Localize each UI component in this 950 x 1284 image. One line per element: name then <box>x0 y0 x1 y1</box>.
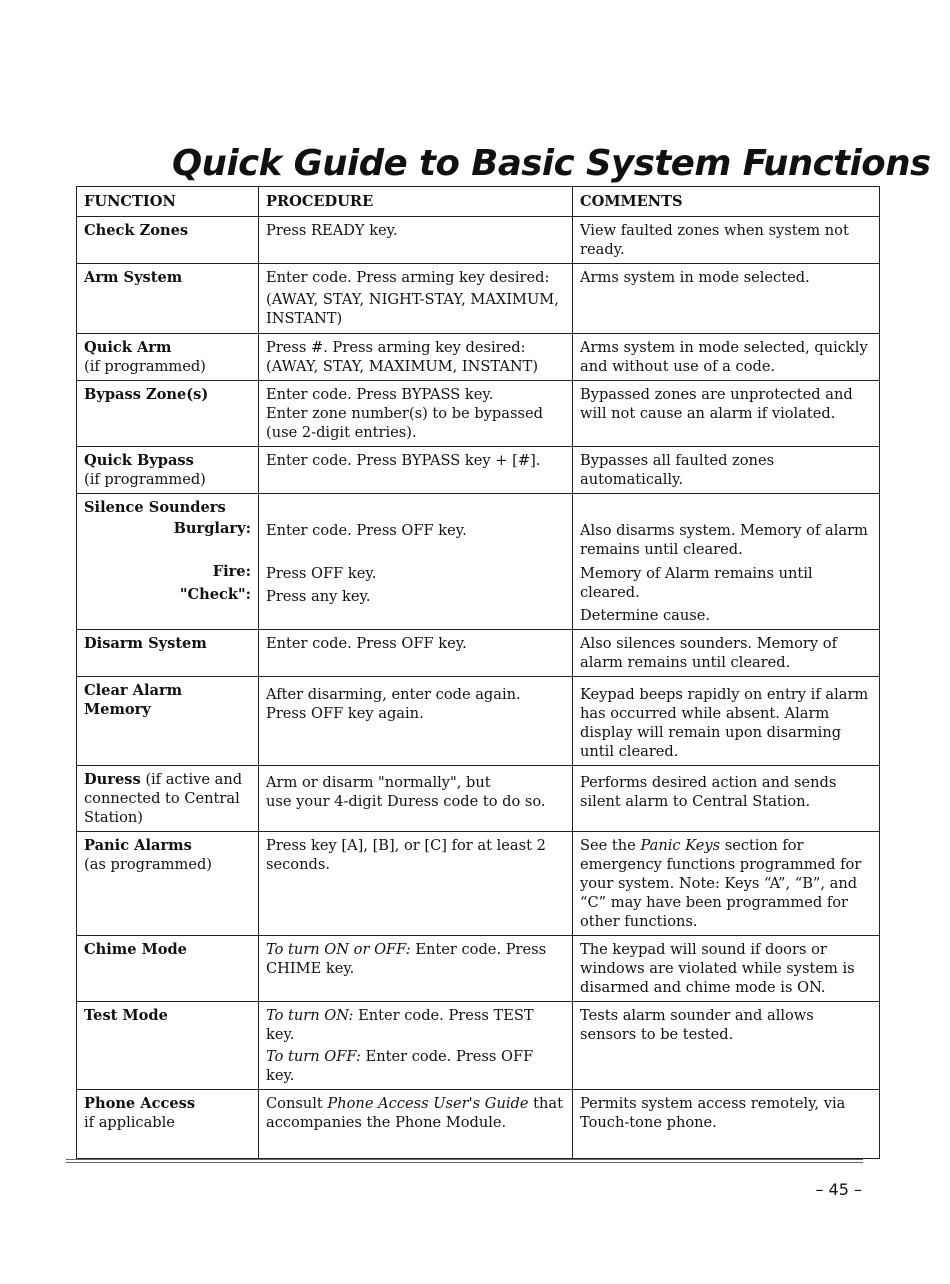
function-name: Clear Alarm <box>84 682 183 699</box>
header-comments: COMMENTS <box>573 187 880 217</box>
procedure-italic: Phone Access User's Guide <box>327 1095 529 1112</box>
comments-cell <box>573 766 880 832</box>
procedure-cell: Enter code. Press BYPASS key + [#]. <box>259 447 573 494</box>
comments-cell: Arms system in mode selected, quickly and without use of a code. <box>573 334 880 381</box>
row-quick-arm <box>77 334 880 381</box>
comments-text: See the <box>580 837 641 854</box>
row-duress <box>77 766 880 832</box>
procedure-cell: Press key [A], [B], or [C] for at least 2 seconds. <box>259 832 573 936</box>
function-cell <box>77 334 259 381</box>
row-disarm-system <box>77 630 880 677</box>
procedure-line: Press OFF key. <box>266 565 377 582</box>
function-note: (if programmed) <box>84 358 206 375</box>
procedure-line: (AWAY, STAY, NIGHT-STAY, MAXIMUM, INSTANT) <box>266 291 559 327</box>
function-cell: Chime Mode <box>77 936 259 1002</box>
comments-cell <box>573 677 880 766</box>
comments-cell: The keypad will sound if doors or windows are violated while system is disarmed and chime mode is ON. <box>573 936 880 1002</box>
function-cell <box>77 766 259 832</box>
procedure-line: Enter code. Press arming key desired: <box>266 269 550 286</box>
function-note: (if programmed) <box>84 471 206 488</box>
header-function: FUNCTION <box>77 187 259 217</box>
functions-table <box>76 186 880 1159</box>
procedure-line <box>266 1047 565 1085</box>
comments-cell: Bypassed zones are unprotected and will not cause an alarm if violated. <box>573 381 880 447</box>
procedure-cell <box>259 264 573 334</box>
function-name: Panic Alarms <box>84 837 192 854</box>
procedure-cell: Press READY key. <box>259 217 573 264</box>
procedure-cell <box>259 381 573 447</box>
function-cell <box>77 1090 259 1159</box>
row-arm-system <box>77 264 880 334</box>
row-check-zones <box>77 217 880 264</box>
procedure-line <box>266 1006 565 1044</box>
comments-cell: Permits system access remotely, via Touch-tone phone. <box>573 1090 880 1159</box>
comments-line: Determine cause. <box>580 607 711 624</box>
function-note: (as programmed) <box>84 856 212 873</box>
comments-line: Also disarms system. Memory of alarm remains until cleared. <box>580 522 868 558</box>
table-header-row <box>77 187 880 217</box>
procedure-text: Enter code. Press TEST key. <box>266 1007 534 1043</box>
procedure-line: Press any key. <box>266 588 371 605</box>
function-name: Memory <box>84 701 151 718</box>
procedure-line: After disarming, enter code again. <box>266 686 521 703</box>
function-name: Silence Sounders <box>84 499 226 516</box>
procedure-text: that accompanies the Phone Module. <box>266 1095 563 1131</box>
function-cell <box>77 494 259 630</box>
procedure-text: Enter code. Press CHIME key. <box>266 941 547 977</box>
function-name: Phone Access <box>84 1095 196 1112</box>
function-cell <box>77 832 259 936</box>
procedure-line: Arm or disarm "normally", but <box>266 774 491 791</box>
page-title: Quick Guide to Basic System Functions <box>172 143 931 184</box>
function-note: if applicable <box>84 1114 175 1131</box>
procedure-line: Enter code. Press BYPASS key. <box>266 386 494 403</box>
header-procedure: PROCEDURE <box>259 187 573 217</box>
function-name: Duress <box>84 771 141 788</box>
footer-rule <box>66 1159 863 1160</box>
comments-cell <box>573 494 880 630</box>
function-cell: Bypass Zone(s) <box>77 381 259 447</box>
procedure-cell <box>259 936 573 1002</box>
procedure-line: (AWAY, STAY, MAXIMUM, INSTANT) <box>266 358 539 375</box>
comments-italic: Panic Keys <box>640 837 721 854</box>
check-label: "Check": <box>179 586 251 603</box>
function-cell <box>77 677 259 766</box>
row-quick-bypass <box>77 447 880 494</box>
procedure-italic: To turn ON or OFF: <box>266 941 411 958</box>
function-cell <box>77 447 259 494</box>
comments-cell: View faulted zones when system not ready. <box>573 217 880 264</box>
procedure-line: Enter code. Press OFF key. <box>266 522 467 539</box>
row-test-mode <box>77 1002 880 1090</box>
function-name: Quick Bypass <box>84 452 194 469</box>
function-cell: Check Zones <box>77 217 259 264</box>
burglary-label: Burglary: <box>173 520 251 537</box>
procedure-cell <box>259 1002 573 1090</box>
comments-text: section for emergency functions programmed for your system. Note: Keys “A”, “B”, and “C” may have been programmed for other functions. <box>580 837 862 930</box>
procedure-text: Consult <box>266 1095 328 1112</box>
procedure-line: Enter zone number(s) to be bypassed (use 2-digit entries). <box>266 405 543 441</box>
procedure-cell <box>259 1090 573 1159</box>
comments-cell: Bypasses all faulted zones automatically. <box>573 447 880 494</box>
function-note: (if active and connected to Central Station) <box>84 771 243 826</box>
row-panic-alarms <box>77 832 880 936</box>
row-bypass-zones <box>77 381 880 447</box>
row-silence-sounders <box>77 494 880 630</box>
procedure-text: Enter code. Press OFF key. <box>266 1048 534 1084</box>
footer-rule <box>66 1162 863 1163</box>
procedure-italic: To turn OFF: <box>266 1048 361 1065</box>
comments-text: Performs desired action and sends silent alarm to Central Station. <box>580 774 837 810</box>
procedure-line: use your 4-digit Duress code to do so. <box>266 793 546 810</box>
procedure-cell <box>259 334 573 381</box>
page-number: – 45 – <box>815 1180 862 1199</box>
procedure-cell <box>259 677 573 766</box>
procedure-line: Press OFF key again. <box>266 705 424 722</box>
function-cell: Test Mode <box>77 1002 259 1090</box>
comments-cell: Tests alarm sounder and allows sensors to be tested. <box>573 1002 880 1090</box>
procedure-cell: Enter code. Press OFF key. <box>259 630 573 677</box>
procedure-cell <box>259 766 573 832</box>
function-name: Quick Arm <box>84 339 172 356</box>
function-cell: Arm System <box>77 264 259 334</box>
procedure-italic: To turn ON: <box>266 1007 354 1024</box>
row-chime-mode <box>77 936 880 1002</box>
comments-cell: Also silences sounders. Memory of alarm remains until cleared. <box>573 630 880 677</box>
row-clear-alarm-memory <box>77 677 880 766</box>
comments-cell: Arms system in mode selected. <box>573 264 880 334</box>
comments-cell <box>573 832 880 936</box>
comments-line: Memory of Alarm remains until cleared. <box>580 565 813 601</box>
function-cell: Disarm System <box>77 630 259 677</box>
procedure-cell <box>259 494 573 630</box>
comments-text: Keypad beeps rapidly on entry if alarm has occurred while absent. Alarm display will remain upon disarming until cleared. <box>580 686 869 760</box>
row-phone-access <box>77 1090 880 1159</box>
procedure-line: Press #. Press arming key desired: <box>266 339 526 356</box>
fire-label: Fire: <box>212 563 251 580</box>
